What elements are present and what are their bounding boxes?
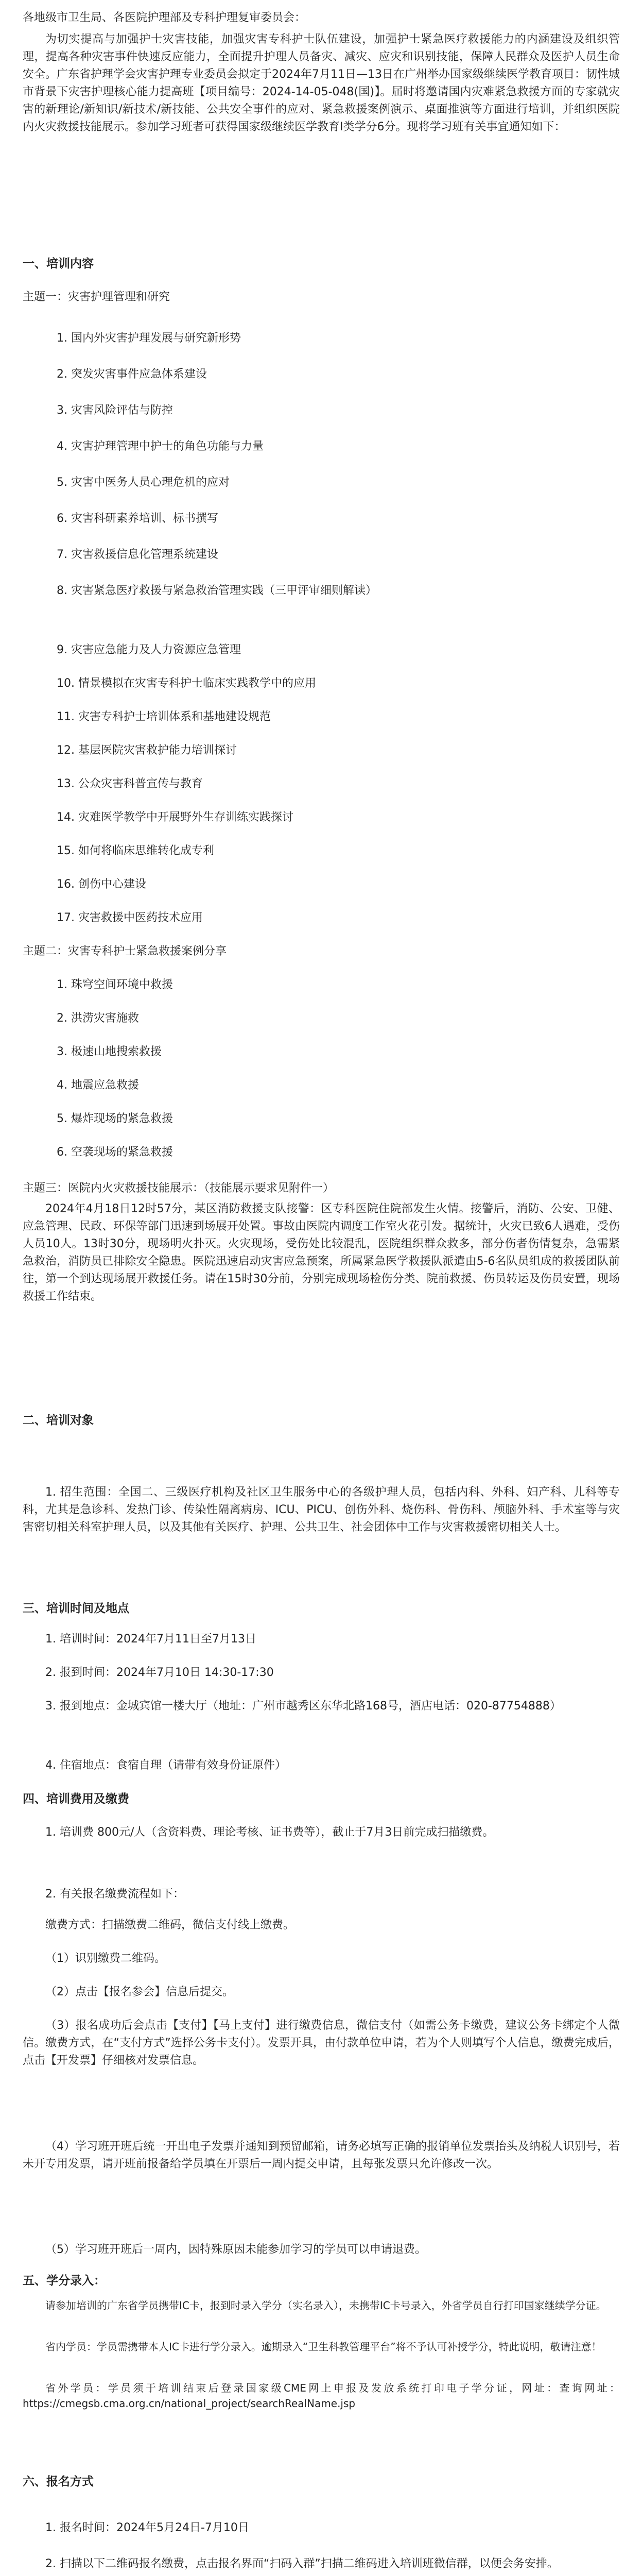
case-item: 6. 空袭现场的紧急救援: [57, 1146, 173, 1159]
topic-item: 13. 公众灾害科普宣传与教育: [57, 777, 203, 790]
case-item: 5. 爆炸现场的紧急救援: [57, 1112, 173, 1125]
credits-general: 请参加培训的广东省学员携带IC卡，报到时录入学分（实名录入），未携带IC卡号录入，外省学员自行打印国家继续学分证。: [45, 2299, 606, 2312]
topic-item: 1. 国内外灾害护理发展与研究新形势: [57, 332, 241, 345]
topic-item: 14. 灾难医学教学中开展野外生存训练实践探讨: [57, 811, 293, 824]
topic-item: 7. 灾害救援信息化管理系统建设: [57, 548, 218, 561]
section-training-content-heading: 一、培训内容: [23, 257, 94, 270]
credits-province: 省内学员：学员需携带本人IC卡进行学分录入。逾期录入“卫生科教管理平台”将不予认可补授学分，特此说明，敬请注意！: [45, 2341, 602, 2353]
theme-three-heading: 主题三：医院内火灾救援技能展示：（技能展示要求见附件一）: [23, 1182, 335, 1195]
case-item: 2. 洪涝灾害施救: [57, 1012, 139, 1025]
section-target-heading: 二、培训对象: [23, 1414, 94, 1427]
fee-amount: 1. 培训费 800元/人（含资料费、理论考核、证书费等），截止于7月3日前完成扫描缴费。: [45, 1826, 494, 1839]
salutation: 各地级市卫生局、各医院护理部及专科护理复审委员会：: [23, 11, 306, 24]
training-time: 1. 培训时间：2024年7月11日至7月13日: [45, 1633, 256, 1646]
fee-flow-intro: 2. 有关报名缴费流程如下：: [45, 1888, 184, 1901]
section-time-place-heading: 三、培训时间及地点: [23, 1602, 129, 1615]
lodging: 4. 住宿地点：食宿自理（请带有效身份证原件）: [45, 1759, 286, 1772]
topic-item: 9. 灾害应急能力及人力资源应急管理: [57, 643, 241, 656]
enrollment-scope: 1. 招生范围：全国二、三级医疗机构及社区卫生服务中心的各级护理人员，包括内科、外科、妇产科、儿科等专科，尤其是急诊科、发热门诊、传染性隔离病房、ICU、PICU、创伤外科、烧伤科、骨伤科、颅脑外科、手术室等与灾害密切相关科室护理人员，以及其他有关医疗、护理、公共卫生、社会团体中工作与灾害救援密切相关人士。: [23, 1486, 620, 1534]
fee-step: （3）报名成功后会点击【支付】【马上支付】进行缴费信息，微信支付（如需公务卡缴费，建议公务卡绑定个人微信。缴费方式，在“支付方式”选择公务卡支付）。发票开具，由付款单位申请，若为个人则填写个人信息，缴费完成后，点击【开发票】仔细核对发票信息。: [23, 2019, 620, 2067]
checkin-place: 3. 报到地点：金城宾馆一楼大厅（地址：广州市越秀区东华北路168号，酒店电话：020-87754888）: [45, 1700, 561, 1713]
section-registration-heading: 六、报名方式: [23, 2475, 94, 2488]
intro-paragraph: 为切实提高与加强护士灾害技能，加强灾害专科护士队伍建设，加强护士紧急医疗救援能力的内涵建设及组织管理，提高各种灾害事件快速反应能力，全面提升护理人员备灾、减灾、应灾和识别技能，保障人民群众及医护人员生命安全。广东省护理学会灾害护理专业委员会拟定于2024年7月11日—13日在广州举办国家级继续医学教育项目：韧性城市背景下灾害护理核心能力提高班【项目编号：2024-14-05-048(国)】。届时将邀请国内灾难紧急救援方面的专家就灾害的新理论/新知识/新技术/新技能、公共安全事件的应对、紧急救援案例演示、桌面推演等方面进行培训，并组织医院内火灾救援技能展示。参加学习班者可获得国家级继续医学教育Ⅰ类学分6分。现将学习班有关事宜通知如下：: [23, 33, 620, 133]
theme-one-heading: 主题一：灾害护理管理和研究: [23, 291, 170, 303]
topic-item: 5. 灾害中医务人员心理危机的应对: [57, 476, 230, 489]
topic-item: 2. 突发灾害事件应急体系建设: [57, 368, 207, 381]
scenario-paragraph: 2024年4月18日12时57分，某区消防救援支队接警：区专科医院住院部发生火情。接警后，消防、公安、卫健、应急管理、民政、环保等部门迅速到场展开处置。事故由医院内调度工作室火花引发。据统计，火灾已致6人遇难，受伤人员10人。13时30分，现场明火扑灭。火灾现场，受伤处比较混乱，医院组织群众救多，部分伤者伤情复杂，急需紧急救治，消防员已排除安全隐患。医院迅速启动灾害应急预案，所属紧急医学救援队派遣由5-6名队员组成的救援团队前往，第一个到达现场展开救援任务。请在15时30分前，分别完成现场检伤分类、院前救援、伤员转运及伤员安置，现场救援工作结束。: [23, 1202, 620, 1303]
fee-step: （1）识别缴费二维码。: [45, 1952, 166, 1965]
case-item: 3. 极速山地搜索救援: [57, 1045, 162, 1058]
topic-item: 12. 基层医院灾害救护能力培训探讨: [57, 744, 237, 757]
topic-item: 15. 如何将临床思维转化成专利: [57, 844, 214, 857]
refund-note: （5）学习班开班后一周内，因特殊原因未能参加学习的学员可以申请退费。: [45, 2243, 426, 2256]
topic-item: 6. 灾害科研素养培训、标书撰写: [57, 512, 218, 525]
payment-method: 缴费方式：扫描缴费二维码，微信支付线上缴费。: [45, 1919, 295, 1931]
topic-item: 16. 创伤中心建设: [57, 878, 146, 891]
fee-step: （4）学习班开班后统一开出电子发票并通知到预留邮箱，请务必填写正确的报销单位发票抬头及纳税人识别号，若未开专用发票，请开班前报备给学员填在开票后一周内提交申请，且每张发票只允许修改一次。: [23, 2140, 620, 2171]
registration-time: 1. 报名时间：2024年5月24日-7月10日: [45, 2521, 249, 2534]
registration-method: 2. 扫描以下二维码报名缴费，点击报名界面“扫码入群”扫描二维码进入培训班微信群，以便会务安排。: [45, 2557, 559, 2570]
credits-outside: 省外学员：学员须于培训结束后登录国家级CME网上申报及发放系统打印电子学分证，网址：查询网址：https://cmegsb.cma.org.cn/national_project/searchRealName.jsp: [23, 2382, 620, 2410]
fee-step: （2）点击【报名参会】信息后提交。: [45, 1986, 234, 1998]
topic-item: 8. 灾害紧急医疗救援与紧急救治管理实践（三甲评审细则解读）: [57, 584, 377, 597]
case-item: 1. 珠穹空间环境中救援: [57, 978, 173, 991]
topic-item: 11. 灾害专科护士培训体系和基地建设规范: [57, 710, 271, 723]
section-fee-heading: 四、培训费用及缴费: [23, 1792, 129, 1806]
topic-item: 17. 灾害救援中医药技术应用: [57, 911, 203, 924]
topic-item: 10. 情景模拟在灾害专科护士临床实践教学中的应用: [57, 677, 316, 690]
theme-two-heading: 主题二：灾害专科护士紧急救援案例分享: [23, 945, 227, 958]
case-item: 4. 地震应急救援: [57, 1079, 139, 1092]
checkin-time: 2. 报到时间：2024年7月10日 14:30-17:30: [45, 1666, 274, 1679]
topic-item: 4. 灾害护理管理中护士的角色功能与力量: [57, 440, 264, 453]
topic-item: 3. 灾害风险评估与防控: [57, 404, 173, 417]
section-credits-heading: 五、学分录入：: [23, 2274, 106, 2287]
